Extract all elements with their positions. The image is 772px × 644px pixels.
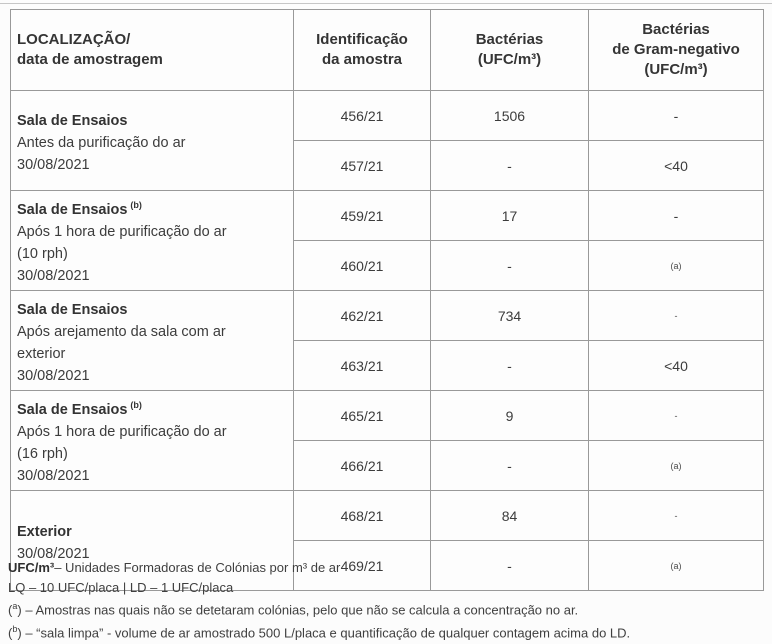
sample-id-cell: 463/21 bbox=[294, 341, 431, 391]
page-top-rule bbox=[0, 3, 772, 4]
footnote-marker: (b) bbox=[130, 200, 142, 211]
table-row bbox=[11, 191, 764, 241]
header-gram-negative: Bactérias de Gram-negativo (UFC/m³) bbox=[589, 10, 764, 91]
footnote-b-marker: b bbox=[12, 623, 18, 634]
location-title: Exterior bbox=[17, 523, 72, 540]
table-row bbox=[11, 491, 764, 541]
sample-id-cell: 469/21 bbox=[294, 541, 431, 591]
header-sample-id: Identificação da amostra bbox=[294, 10, 431, 91]
table-row bbox=[11, 291, 764, 341]
bacteria-cell: - bbox=[431, 441, 589, 491]
location-cell: Sala de Ensaios $^{(b)}$ Após 1 hora de purificação do ar (10 rph) 30/08/2021 bbox=[11, 191, 294, 291]
gram-negative-cell: - bbox=[589, 91, 764, 141]
table-row bbox=[11, 391, 764, 441]
location-title: Sala de Ensaios $^{(b)}$ bbox=[17, 400, 142, 418]
location-title: Sala de Ensaios bbox=[17, 301, 128, 318]
location-cell: Sala de Ensaios Após arejamento da sala com ar exterior 30/08/2021 bbox=[11, 291, 294, 391]
footnote-a-marker: a bbox=[12, 601, 18, 611]
location-cell: Sala de Ensaios Antes da purificação do ar 30/08/2021 bbox=[11, 91, 294, 191]
bacteria-cell: 84 bbox=[431, 491, 589, 541]
sample-id-cell: 465/21 bbox=[294, 391, 431, 441]
bacteria-cell: - bbox=[431, 541, 589, 591]
location-cell: Sala de Ensaios $^{(b)}$ Após 1 hora de purificação do ar (16 rph) 30/08/2021 bbox=[11, 391, 294, 491]
bacteria-cell: - bbox=[431, 241, 589, 291]
gram-negative-cell: - bbox=[589, 191, 764, 241]
gram-negative-cell: (a) bbox=[589, 241, 764, 291]
location-title: Sala de Ensaios bbox=[17, 112, 128, 129]
footnotes bbox=[8, 558, 768, 643]
footnote-marker: (b) bbox=[130, 400, 142, 411]
gram-negative-cell: (a) bbox=[589, 541, 764, 591]
bacteria-cell: 1506 bbox=[431, 91, 589, 141]
table-row bbox=[11, 91, 764, 141]
sample-id-cell: 468/21 bbox=[294, 491, 431, 541]
sample-id-cell: 457/21 bbox=[294, 141, 431, 191]
footnote-lq-ld: LQ – 10 UFC/placa | LD – 1 UFC/placa bbox=[8, 579, 234, 595]
sample-id-cell: 460/21 bbox=[294, 241, 431, 291]
sample-id-cell: 462/21 bbox=[294, 291, 431, 341]
gram-negative-cell: <40 bbox=[589, 341, 764, 391]
header-row bbox=[11, 10, 764, 91]
location-title: Sala de Ensaios $^{(b)}$ bbox=[17, 200, 142, 218]
header-bacteria: Bactérias (UFC/m³) bbox=[431, 10, 589, 91]
bacteria-cell: - bbox=[431, 141, 589, 191]
footnote-ufc: UFC/m³– Unidades Formadoras de Colónias por m³ de ar bbox=[8, 560, 341, 575]
sample-id-cell: 459/21 bbox=[294, 191, 431, 241]
bacteria-cell: 734 bbox=[431, 291, 589, 341]
gram-negative-cell: <40 bbox=[589, 141, 764, 191]
bacteria-cell: - bbox=[431, 341, 589, 391]
header-location: LOCALIZAÇÃO/ data de amostragem bbox=[11, 10, 294, 91]
gram-negative-cell: - bbox=[589, 291, 764, 341]
sample-id-cell: 456/21 bbox=[294, 91, 431, 141]
bacteria-cell: 17 bbox=[431, 191, 589, 241]
sample-id-cell: 466/21 bbox=[294, 441, 431, 491]
footnote-b: ($^b$) – “sala limpa” - volume de ar amostrado 500 L/placa e quantificação de qualquer contagem acima do LD. bbox=[8, 623, 631, 641]
gram-negative-cell: - bbox=[589, 391, 764, 441]
footnote-a: ($^a$) – Amostras nas quais não se detetaram colónias, pelo que não se calcula a concentração no ar. bbox=[8, 601, 579, 618]
gram-negative-cell: - bbox=[589, 491, 764, 541]
location-cell: Exterior 30/08/2021 bbox=[11, 491, 294, 591]
gram-negative-cell: (a) bbox=[589, 441, 764, 491]
air-sampling-results-table bbox=[10, 9, 764, 591]
bacteria-cell: 9 bbox=[431, 391, 589, 441]
